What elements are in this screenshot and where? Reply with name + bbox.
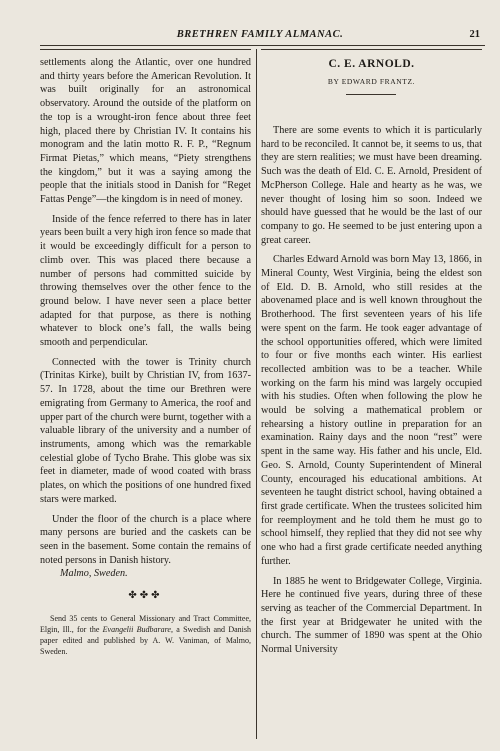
header-rule <box>40 45 485 46</box>
page-number: 21 <box>469 29 480 40</box>
left-paragraph-4: Under the floor of the church is a place where many persons are buried and the caskets can be seen in the basement. Some contain the remains of noted persons in Danish history. <box>40 513 251 566</box>
notice-pre: Send 35 cents to General Missionary and Tract Committee, Elgin, Ill., for the <box>40 613 251 634</box>
notice <box>40 613 251 657</box>
left-column-rule <box>40 49 251 50</box>
byline-rule <box>346 94 396 95</box>
notice-title: Evangelii Budbarare <box>102 624 171 634</box>
left-paragraph-1: settlements along the Atlantic, over one hundred and thirty years before the American Revolution. It was built originally for an astronomical observatory. Around the outside of the platform on the top is a wrought-iron fence about three feet high, placed there by Christian IV. It contains his monogram and the latin motto R. F. P., “Regnum Firmat Pietas,” which means, “Piety strengthens the kingdom,” but it was a saying among the people that the initials stood in Danish for “Reget Fattas Penge”—the kingdom is in need of money. <box>40 57 251 206</box>
page-header <box>40 29 480 43</box>
byline: BY EDWARD FRANTZ. <box>327 77 416 86</box>
right-column <box>261 124 482 663</box>
left-paragraph-3: Connected with the tower is Trinity church (Trinitas Kirke), built by Christian IV, from 1637-57. In 1728, about the time our Brethren were emigrating from Germany to America, the roof and upper part of the church were burnt, together with a valuable library of the university and a number of instruments, among which was the remarkable celestial globe of Tycho Brahe. This globe was six feet in diameter, made of wood coated with brass plates, on which the positions of one hundred fixed stars were marked. <box>40 356 251 505</box>
left-paragraph-2: Inside of the fence referred to there has in later years been built a very high iron fence so made that it would be exceedingly difficult for a person to climb over. This was placed there because a number of persons had committed suicide by throwing themselves over the other fence to the ground below. I have never seen a place better adapted for that purpose, as there is nothing whatever to block one’s fall, the walls being smooth and perpendicular. <box>40 213 251 349</box>
notice-post: , a Swedish and Danish paper edited and published by A. W. Vaniman, of Malmo, Sweden. <box>40 624 251 656</box>
article-title: C. E. ARNOLD. <box>328 58 415 70</box>
right-paragraph-3: In 1885 he went to Bridgewater College, Virginia. Here he continued five years, during three of these serving as teacher of the Commercial Department. In the first year at Bridgewater he united with the church. The summer of 1890 was spent at the Ohio Normal University <box>261 575 482 656</box>
ornament: ✤✤✤ <box>128 590 163 602</box>
right-paragraph-2: Charles Edward Arnold was born May 13, 1866, in Mineral County, West Virginia, being the eldest son of Eld. D. B. Arnold, who still resides at the abovenamed place and is well known throughout the Brotherhood. The first seventeen years of his life were spent on the farm. He took eager advantage of the school opportunities offered, which were limited to four or five months each winter. His earliest recollected ambition was to be a teacher. While working on the farm his mind was largely occupied with his studies. Often when following the plow he would be solving a mathematical problem or rehearsing a history outline in preparation for an examination. Rainy days and the noon “rest” were spent in the same way. His father and his uncle, Eld. Geo. S. Arnold, County Superintendent of Mineral County, encouraged his educational ambitions. At seventeen he taught district school, having obtained a first grade certificate. When the trustees solicited him for reemployment and he told them he must go to school himself, they replied that they did not see why one who had a first grade certificate needed anything further. <box>261 254 482 567</box>
right-column-rule <box>261 49 482 50</box>
column-divider <box>256 49 257 739</box>
left-column <box>40 56 251 657</box>
right-paragraph-1: There are some events to which it is particularly hard to be reconciled. It cannot be, it seems to us, that they are stern realities; we must have been dreaming. Such was the death of Eld. C. E. Arnold, President of McPherson College. Hale and hearty as he was, we never thought of losing him so soon. Indeed we should have guessed that he would be the last of our company to go. He seemed to be just entering upon a great career. <box>261 125 482 246</box>
signature: Malmo, Sweden. <box>60 568 128 580</box>
running-title: BRETHREN FAMILY ALMANAC. <box>176 29 344 40</box>
